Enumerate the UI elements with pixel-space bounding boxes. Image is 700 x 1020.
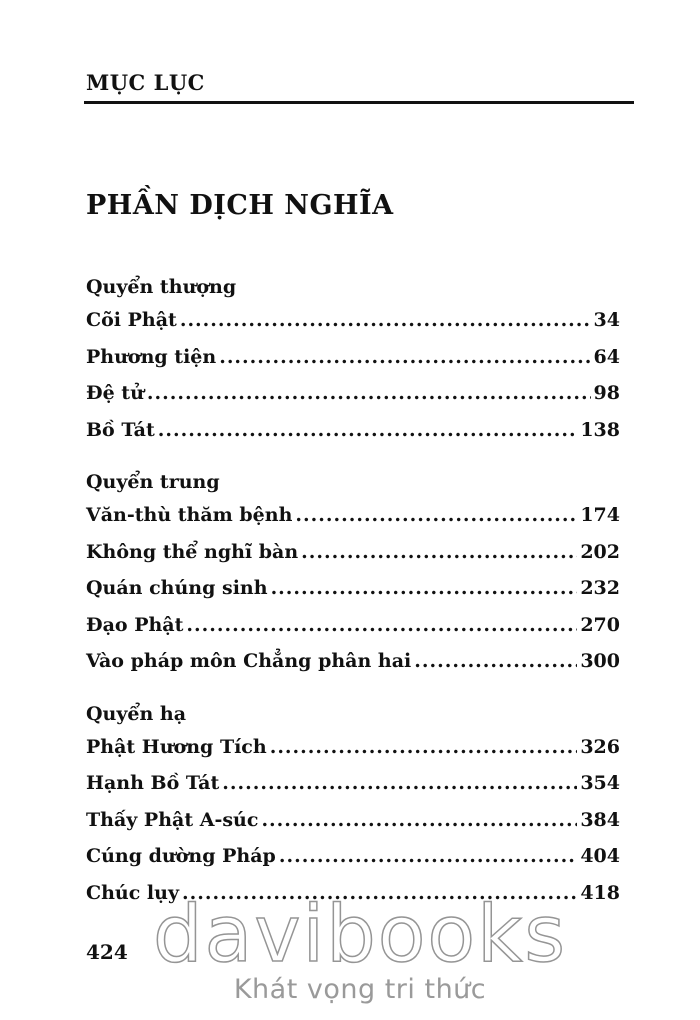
entry-page-number: 404 [580, 845, 620, 867]
entry-page-number: 326 [580, 735, 620, 758]
entry-page-number: 64 [593, 345, 620, 368]
part-title: PHẦN DỊCH NGHĨA [86, 190, 394, 221]
dot-leader [295, 497, 577, 534]
dot-leader [414, 643, 577, 680]
entry-page-number: 384 [580, 808, 620, 831]
toc-section-quyen-ha [86, 699, 620, 912]
entry-page-number: 354 [580, 772, 620, 794]
entry-label: Đạo Phật [86, 613, 184, 636]
toc-entry [86, 838, 620, 875]
dot-leader [158, 412, 578, 449]
entry-label: Cúng dường Pháp [86, 845, 276, 867]
toc-entry [86, 570, 620, 607]
entry-label: Văn-thù thăm bệnh [86, 504, 293, 526]
dot-leader [270, 729, 578, 766]
toc-entry [86, 497, 620, 534]
entry-page-number: 174 [580, 504, 620, 526]
toc-entry [86, 729, 620, 766]
toc-entry [86, 802, 620, 839]
entry-label: Phương tiện [86, 345, 217, 368]
entry-label: Vào pháp môn Chẳng phân hai [86, 650, 412, 672]
entry-page-number: 232 [580, 577, 620, 599]
dot-leader [279, 838, 577, 875]
entry-page-number: 202 [580, 540, 620, 563]
toc-entry [86, 375, 620, 412]
dot-leader [219, 339, 590, 376]
toc-entry [86, 412, 620, 449]
entry-page-number: 98 [593, 382, 620, 404]
section-title: Quyển trung [86, 471, 220, 493]
toc-entry [86, 875, 620, 912]
entry-label: Quán chúng sinh [86, 577, 268, 599]
entry-label: Thấy Phật A-súc [86, 808, 259, 831]
watermark-slogan: Khát vọng tri thức [233, 974, 487, 1005]
entry-page-number: 418 [580, 881, 620, 904]
table-of-contents [86, 272, 620, 930]
entry-label: Đệ tử [86, 382, 144, 404]
dot-leader [301, 534, 577, 571]
watermark-logo: davibooks [153, 890, 567, 980]
page-number: 424 [86, 940, 128, 964]
toc-entry [86, 302, 620, 339]
entry-label: Phật Hương Tích [86, 735, 267, 758]
entry-label: Không thể nghĩ bàn [86, 540, 299, 563]
toc-section-quyen-trung [86, 467, 620, 680]
dot-leader [147, 375, 591, 412]
dot-leader [180, 302, 591, 339]
toc-entry [86, 765, 620, 802]
dot-leader [261, 802, 577, 839]
entry-label: Chúc lụy [86, 881, 180, 904]
dot-leader [271, 570, 578, 607]
header-rule [84, 101, 634, 104]
entry-label: Bồ Tát [86, 418, 155, 441]
entry-label: Cõi Phật [86, 309, 177, 331]
toc-entry [86, 339, 620, 376]
dot-leader [186, 607, 577, 644]
dot-leader [182, 875, 577, 912]
running-head: MỤC LỤC [86, 70, 205, 95]
entry-page-number: 138 [580, 418, 620, 441]
section-title: Quyển thượng [86, 276, 237, 298]
toc-entry [86, 643, 620, 680]
section-title: Quyển hạ [86, 702, 187, 725]
toc-entry [86, 534, 620, 571]
dot-leader [222, 765, 577, 802]
entry-label: Hạnh Bồ Tát [86, 772, 220, 794]
toc-section-quyen-thuong [86, 272, 620, 448]
entry-page-number: 300 [580, 650, 620, 672]
entry-page-number: 270 [580, 613, 620, 636]
toc-entry [86, 607, 620, 644]
entry-page-number: 34 [593, 309, 620, 331]
